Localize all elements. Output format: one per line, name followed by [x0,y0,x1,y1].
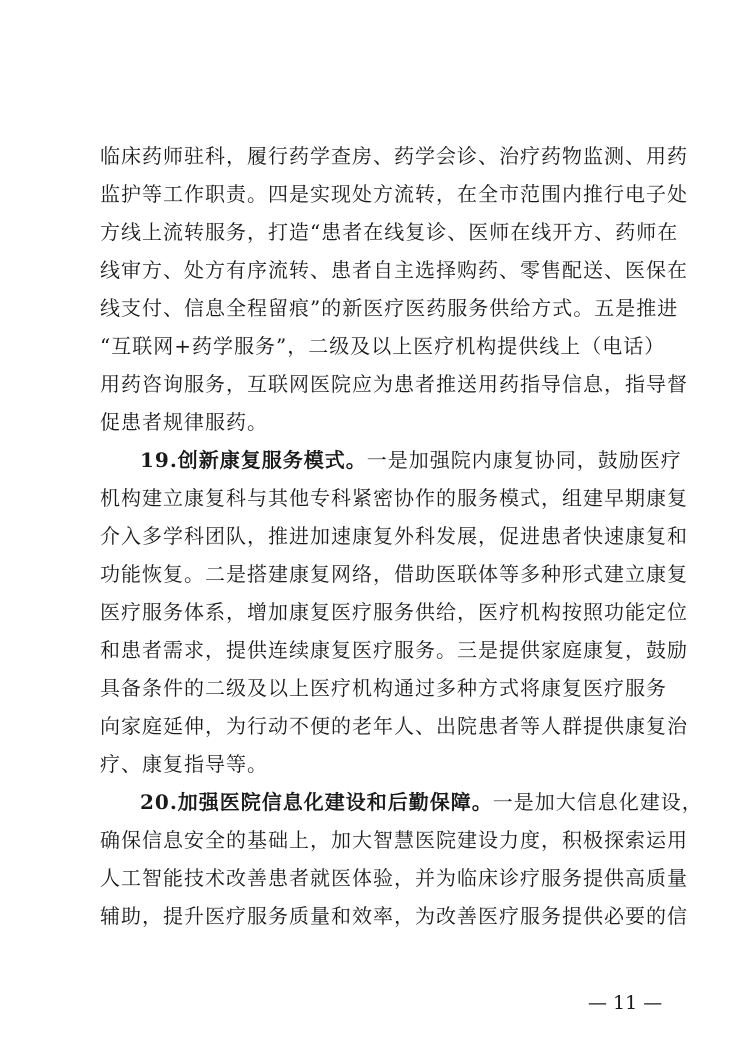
text-line: “互联网+药学服务”，二级及以上医疗机构提供线上（电话） [100,334,666,358]
text-line: 监护等工作职责。四是实现处方流转，在全市范围内推行电子处 [100,182,688,206]
text-line: 具备条件的二级及以上医疗机构通过多种方式将康复医疗服务 [100,676,667,700]
section-19-first-line [140,443,682,477]
section-20-first-line-text: 一是加大信息化建设， [492,790,703,814]
text-line: 线支付、信息全程留痕”的新医疗医药服务供给方式。五是推进 [100,296,679,320]
text-line: 医疗服务体系，增加康复医疗服务供给，医疗机构按照功能定位 [100,600,688,624]
text-line: 促患者规律服药。 [100,410,268,434]
text-line: 临床药师驻科，履行药学查房、药学会诊、治疗药物监测、用药 [100,144,688,168]
text-line: 辅助，提升医疗服务质量和效率，为改善医疗服务提供必要的信 [100,904,688,928]
text-line: 功能恢复。二是搭建康复网络，借助医联体等多种形式建立康复 [100,562,688,586]
section-19-heading: 19.创新康复服务模式。 [140,448,367,472]
section-20-heading: 20.加强医院信息化建设和后勤保障。 [140,790,493,814]
text-line: 机构建立康复科与其他专科紧密协作的服务模式，组建早期康复 [100,486,688,510]
text-line: 人工智能技术改善患者就医体验，并为临床诊疗服务提供高质量 [100,866,688,890]
section-20-first-line [140,785,703,819]
page-number: — 11 — [588,992,663,1014]
text-line: 和患者需求，提供连续康复医疗服务。三是提供家庭康复，鼓励 [100,638,688,662]
text-line: 介入多学科团队，推进加速康复外科发展，促进患者快速康复和 [100,524,688,548]
text-line: 线审方、处方有序流转、患者自主选择购药、零售配送、医保在 [100,258,688,282]
section-19-first-line-text: 一是加强院内康复协同，鼓励医疗 [366,448,682,472]
text-line: 方线上流转服务，打造“患者在线复诊、医师在线开方、药师在 [100,220,679,244]
text-line: 确保信息安全的基础上，加大智慧医院建设力度，积极探索运用 [100,828,688,852]
text-line: 疗、康复指导等。 [100,752,268,776]
text-line: 用药咨询服务，互联网医院应为患者推送用药指导信息，指导督 [100,372,688,396]
text-line: 向家庭延伸，为行动不便的老年人、出院患者等人群提供康复治 [100,714,688,738]
